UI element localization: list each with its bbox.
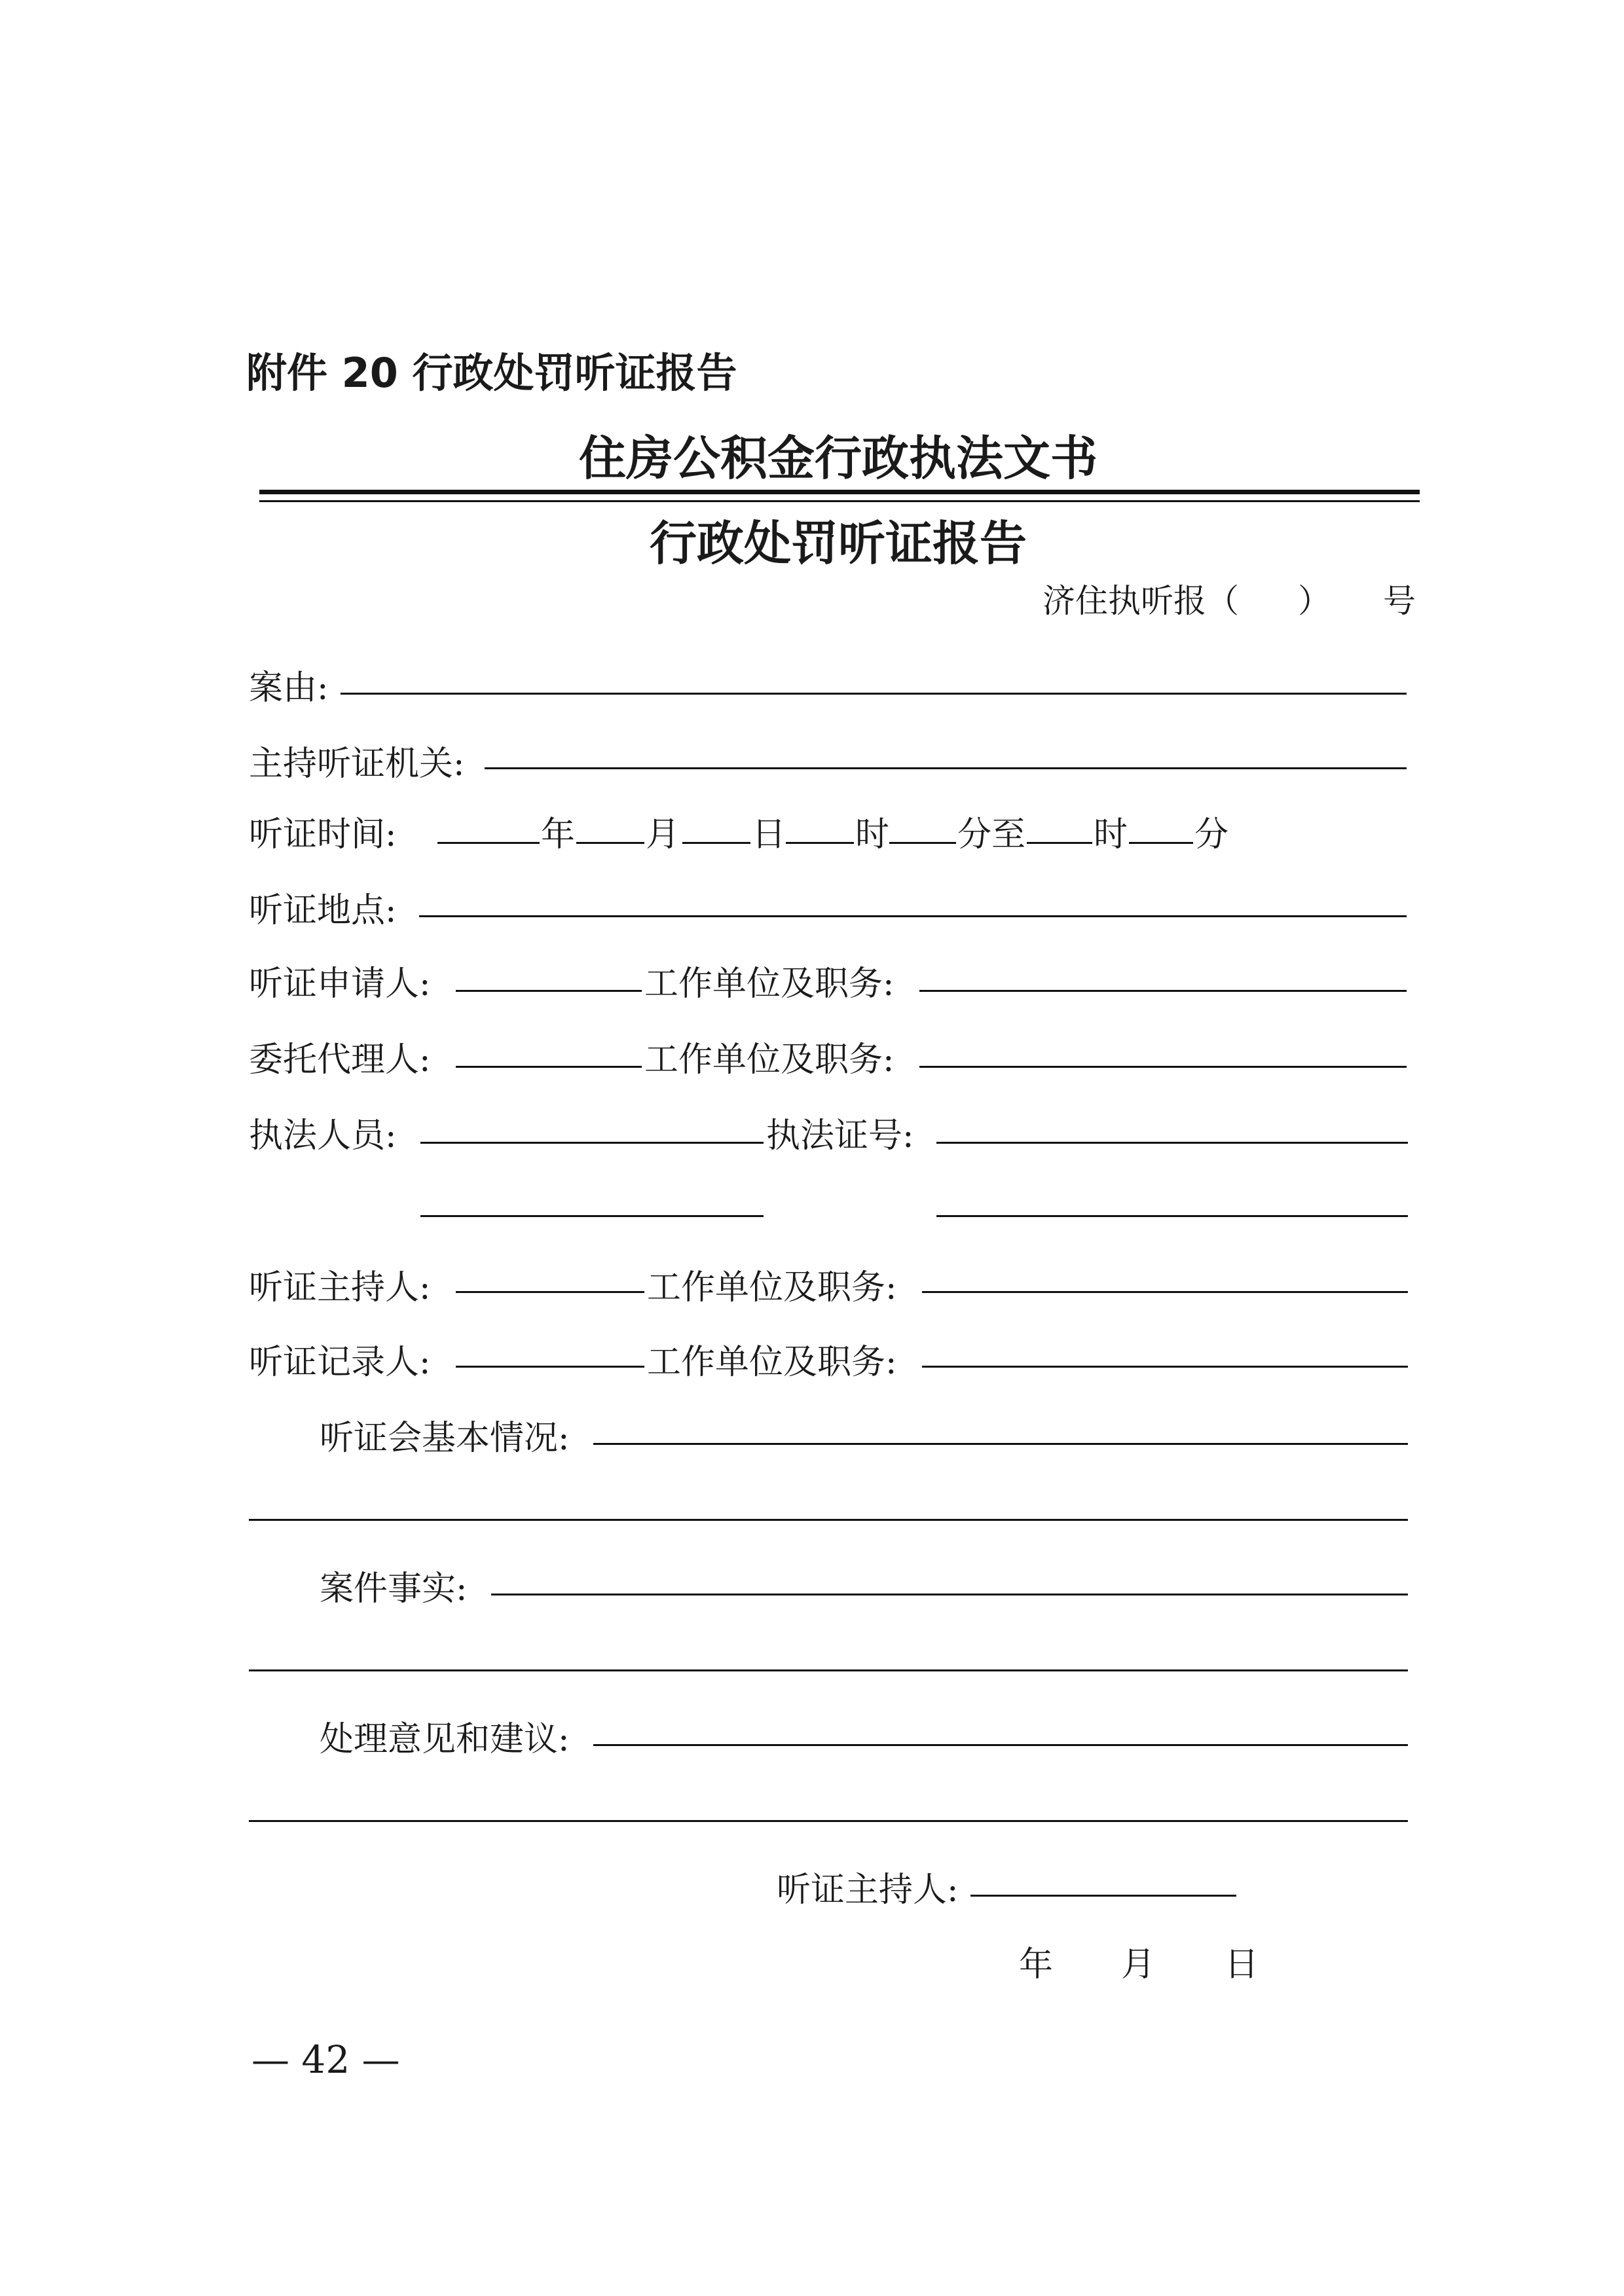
case-facts-line-2[interactable] — [249, 1669, 1408, 1671]
agent-label: 委托代理人: — [249, 1040, 431, 1080]
hearing-day-line[interactable] — [682, 842, 750, 844]
hearing-month-unit: 月 — [646, 815, 680, 854]
host-line[interactable] — [456, 1291, 644, 1293]
hearing-month-line[interactable] — [576, 842, 644, 844]
applicant-line[interactable] — [456, 990, 642, 992]
case-cause-label: 案由: — [249, 668, 329, 708]
badge-number-label: 执法证号: — [766, 1116, 914, 1156]
header-rule-thin — [259, 500, 1420, 502]
basic-situation-line-2[interactable] — [249, 1519, 1408, 1521]
applicant-work-unit-line[interactable] — [919, 990, 1407, 992]
date-day: 日 — [1225, 1945, 1259, 1984]
header-rule-thick — [259, 490, 1420, 494]
badge-number-line-1[interactable] — [936, 1142, 1408, 1144]
signature-host-label: 听证主持人: — [777, 1870, 959, 1910]
recorder-line[interactable] — [456, 1366, 644, 1368]
hearing-day-unit: 日 — [752, 815, 786, 854]
hearing-year-line[interactable] — [437, 842, 540, 844]
date-year: 年 — [1019, 1945, 1054, 1984]
case-facts-label: 案件事实: — [320, 1569, 468, 1609]
signature-host-line[interactable] — [970, 1895, 1236, 1897]
opinion-line-2[interactable] — [249, 1820, 1408, 1822]
hearing-hour-unit: 时 — [855, 815, 890, 854]
date-month: 月 — [1121, 1945, 1156, 1984]
hearing-end-minute-line[interactable] — [1129, 842, 1193, 844]
hearing-year-unit: 年 — [541, 815, 576, 854]
law-enforcer-line-2[interactable] — [420, 1215, 764, 1217]
hearing-end-hour-unit: 时 — [1094, 815, 1128, 854]
applicant-work-unit-label: 工作单位及职务: — [644, 964, 895, 1004]
host-work-unit-label: 工作单位及职务: — [647, 1268, 897, 1307]
law-enforcer-line-1[interactable] — [420, 1142, 764, 1144]
host-work-unit-line[interactable] — [922, 1291, 1408, 1293]
hearing-place-label: 听证地点: — [249, 891, 397, 930]
recorder-work-unit-label: 工作单位及职务: — [647, 1343, 897, 1382]
hearing-end-hour-line[interactable] — [1027, 842, 1092, 844]
basic-situation-line-1[interactable] — [593, 1443, 1408, 1445]
document-number-close: ） — [1298, 582, 1331, 620]
document-number-prefix: 济住执听报（ — [1043, 582, 1239, 620]
document-number-suffix: 号 — [1383, 582, 1416, 620]
host-label: 听证主持人: — [249, 1268, 431, 1307]
document-header: 住房公积金行政执法文书 — [578, 431, 1098, 486]
opinion-line-1[interactable] — [593, 1744, 1408, 1746]
hearing-place-line[interactable] — [419, 915, 1407, 917]
form-title: 行政处罚听证报告 — [649, 516, 1027, 571]
hosting-authority-label: 主持听证机关: — [249, 744, 465, 784]
hearing-minute-to-unit: 分至 — [957, 815, 1026, 854]
hearing-hour-line[interactable] — [786, 842, 854, 844]
hearing-time-label: 听证时间: — [249, 815, 397, 854]
hearing-end-minute-unit: 分 — [1194, 815, 1229, 854]
attachment-heading: 附件 20 行政处罚听证报告 — [246, 349, 737, 397]
page-number: — 42 — — [251, 2037, 400, 2082]
hearing-minute-start-line[interactable] — [889, 842, 956, 844]
agent-work-unit-label: 工作单位及职务: — [644, 1040, 895, 1080]
applicant-label: 听证申请人: — [249, 964, 431, 1004]
basic-situation-label: 听证会基本情况: — [320, 1419, 570, 1458]
case-cause-line[interactable] — [341, 693, 1407, 695]
badge-number-line-2[interactable] — [936, 1215, 1408, 1217]
hosting-authority-line[interactable] — [485, 767, 1407, 769]
recorder-label: 听证记录人: — [249, 1343, 431, 1382]
opinion-label: 处理意见和建议: — [320, 1720, 570, 1759]
document-number — [1043, 575, 1416, 622]
recorder-work-unit-line[interactable] — [922, 1366, 1408, 1368]
agent-work-unit-line[interactable] — [919, 1066, 1407, 1068]
law-enforcer-label: 执法人员: — [249, 1116, 397, 1156]
agent-line[interactable] — [456, 1066, 642, 1068]
case-facts-line-1[interactable] — [491, 1594, 1408, 1595]
